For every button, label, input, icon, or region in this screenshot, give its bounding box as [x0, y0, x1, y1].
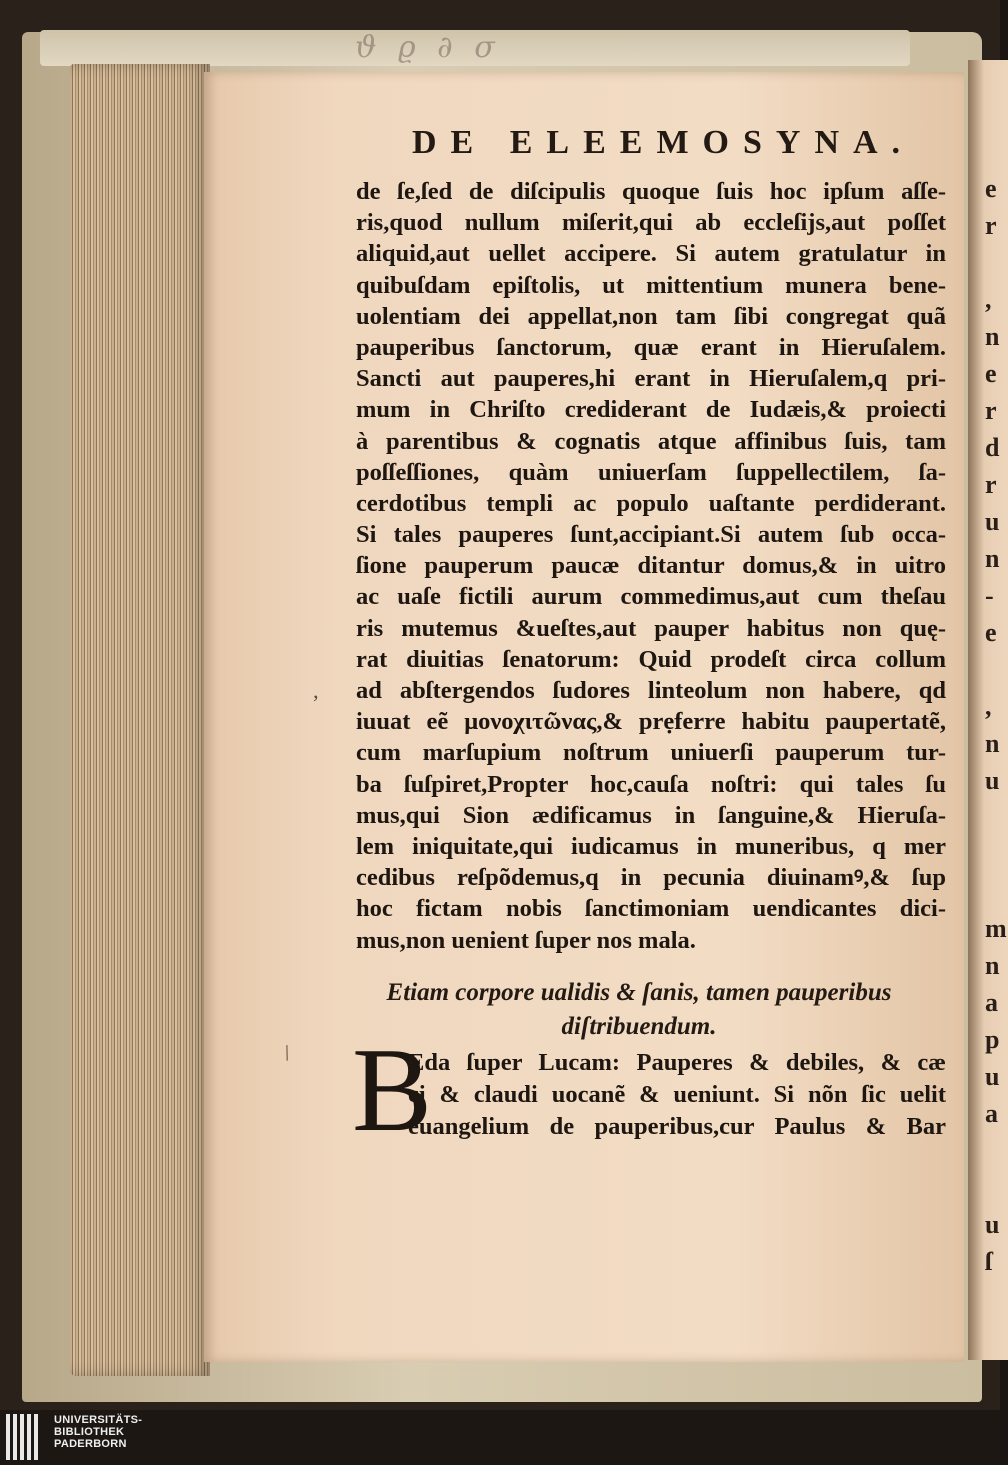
facing-page-letter: r — [985, 470, 997, 499]
section-heading-line-1: Etiam corpore ualidis & ſanis, tamen pauperibus — [386, 979, 892, 1006]
running-head: DE ELEEMOSYNA. — [412, 124, 915, 161]
facing-page-letter: - — [985, 581, 994, 610]
logo-text-line: PADERBORN — [54, 1438, 127, 1450]
margin-pen-mark-icon: / — [279, 1039, 295, 1066]
facing-page-letter: a — [985, 988, 998, 1017]
facing-page-letter — [985, 651, 1001, 688]
facing-page-letter: u — [985, 1210, 1000, 1239]
text-line: ris,quod nullum miſerit,qui ab eccleſijs,aut poſſet — [356, 209, 946, 237]
section-heading-line-2: diſtribuendum. — [561, 1013, 717, 1040]
text-line: uolentiam dei appellat,non tam ſibi congregat quã — [356, 302, 946, 330]
facing-page-letter: d — [985, 433, 1000, 462]
text-line: pauperibus ſanctorum, quæ erant in Hieruſalem. — [356, 333, 946, 361]
facing-page-letter: u — [985, 507, 1000, 536]
facing-page-letter: , — [985, 692, 992, 721]
text-line: euangelium de pauperibus,cur Paulus & Bar — [408, 1113, 946, 1140]
text-line: ac uaſe fictili aurum commedimus,aut cum theſau — [356, 583, 946, 611]
facing-page-letter: m — [985, 914, 1007, 943]
facing-page-letter — [985, 1169, 1001, 1206]
logo-text-line: UNIVERSITÄTS- — [54, 1414, 143, 1426]
facing-page-letter: u — [985, 766, 1000, 795]
margin-tick-icon: ‚ — [312, 678, 320, 703]
text-line: ci & claudi uocanẽ & ueniunt. Si nõn ſic uelit — [408, 1081, 946, 1108]
manuscript-scribble-icon: ϑ ϱ ∂ σ — [355, 30, 501, 65]
drop-cap: B — [352, 1023, 433, 1156]
text-line: cedibus reſpõdemus,q in pecunia diuinamꝰ,& ſup — [356, 864, 946, 892]
text-line: poſſeſſiones, quàm uniuerſam ſuppellectilem, ſa- — [356, 458, 946, 486]
text-line: mus,qui Sion ædificamus in ſanguine,& Hieruſa- — [356, 801, 946, 829]
facing-page-text — [985, 170, 1007, 1280]
facing-page-letter: r — [985, 396, 997, 425]
text-line: ad abſtergendos ſudores linteolum non habere, qd — [356, 677, 946, 704]
facing-page-letter — [985, 1132, 1001, 1169]
text-line: hoc fictam nobis ſanctimoniam uendicantes dici- — [356, 895, 946, 923]
facing-page-letter: e — [985, 174, 997, 203]
text-line: aliquid,aut uellet accipere. Si autem gratulatur in — [356, 240, 946, 268]
text-line: rat diuitias ſenatorum: Quid prodeſt circa collum — [356, 645, 946, 673]
facing-page-letter: n — [985, 729, 1000, 758]
page-block-edges — [70, 64, 210, 1376]
text-line: Si tales pauperes ſunt,accipiant.Si autem ſub occa- — [356, 521, 946, 549]
facing-page-letter: n — [985, 544, 1000, 573]
text-line: de ſe,ſed de diſcipulis quoque ſuis hoc ipſum aſſe- — [356, 178, 946, 205]
second-paragraph — [408, 1047, 946, 1143]
text-line: Eda ſuper Lucam: Pauperes & debiles, & cæ — [408, 1049, 946, 1076]
text-line: ris mutemus &ueſtes,aut pauper habitus non quę- — [356, 614, 946, 642]
text-line: Sancti aut pauperes,hi erant in Hieruſalem,q pri- — [356, 365, 946, 393]
facing-page-letter: n — [985, 322, 1000, 351]
facing-page-letter: p — [985, 1025, 1000, 1054]
body-text — [356, 176, 946, 956]
footer-bar — [0, 1410, 1000, 1465]
facing-page-letter: ſ — [985, 1247, 993, 1276]
text-line: quibuſdam epiſtolis, ut mittentium munera bene- — [356, 271, 946, 299]
facing-page-letter — [985, 873, 1001, 910]
text-line: iuuat eẽ μονοχιτῶνας,& prẹferre habitu paupertatẽ, — [356, 708, 946, 736]
text-line: cerdotibus templi ac populo uaſtante perdiderant. — [356, 489, 946, 517]
facing-page-letter: n — [985, 951, 1000, 980]
facing-page-letter: e — [985, 618, 997, 647]
library-logo-icon — [6, 1414, 48, 1460]
text-line: mum in Chriſto crediderant de Iudæis,& proiecti — [356, 396, 946, 424]
text-line: cum marſupium noſtrum uniuerſi pauperum tur- — [356, 739, 946, 767]
facing-page-letter — [985, 799, 1001, 836]
facing-page-letter: a — [985, 1099, 998, 1128]
text-line: lem iniquitate,qui iudicamus in muneribus, q mer — [356, 832, 946, 860]
facing-page-letter — [985, 244, 1001, 281]
facing-page-letter: , — [985, 285, 992, 314]
facing-page-letter: r — [985, 211, 997, 240]
text-line: à parentibus & cognatis atque affinibus ſuis, tam — [356, 427, 946, 455]
facing-page-letter: e — [985, 359, 997, 388]
logo-text-line: BIBLIOTHEK — [54, 1426, 125, 1438]
library-logo-text — [54, 1414, 142, 1450]
text-line: ba ſuſpiret,Propter hoc,cauſa noſtri: qui tales ſu — [356, 770, 946, 798]
text-line: mus,non uenient ſuper nos mala. — [356, 926, 696, 954]
facing-page-letter: u — [985, 1062, 1000, 1091]
facing-page-letter — [985, 836, 1001, 873]
text-line: ſione pauperum paucæ ditantur domus,& in uitro — [356, 552, 946, 580]
